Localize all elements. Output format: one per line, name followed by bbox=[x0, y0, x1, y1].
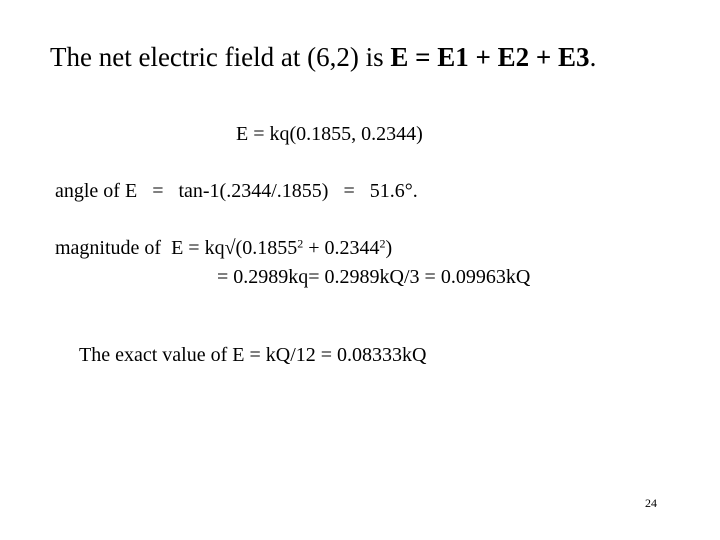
angle-equation: angle of E = tan-1(.2344/.1855) = 51.6°. bbox=[55, 180, 418, 202]
title-suffix: . bbox=[589, 42, 597, 72]
magnitude-part3: ) bbox=[385, 237, 393, 259]
title-prefix: The net electric field at (6,2) is bbox=[50, 42, 391, 72]
magnitude-part2: + 0.2344 bbox=[303, 237, 380, 259]
exact-value-equation: The exact value of E = kQ/12 = 0.08333kQ bbox=[79, 344, 427, 366]
magnitude-exponent1: 2 bbox=[297, 236, 304, 251]
title-equation: E = E1 + E2 + E3 bbox=[390, 42, 590, 72]
magnitude-equation-line1 bbox=[55, 238, 392, 258]
magnitude-part1: magnitude of E = kq√(0.1855 bbox=[55, 237, 298, 259]
page-number: 24 bbox=[645, 496, 657, 510]
vector-e-equation: E = kq(0.1855, 0.2344) bbox=[236, 123, 423, 145]
slide-title bbox=[50, 44, 596, 71]
magnitude-equation-line2: = 0.2989kq= 0.2989kQ/3 = 0.09963kQ bbox=[217, 266, 531, 288]
magnitude-exponent2: 2 bbox=[379, 236, 386, 251]
